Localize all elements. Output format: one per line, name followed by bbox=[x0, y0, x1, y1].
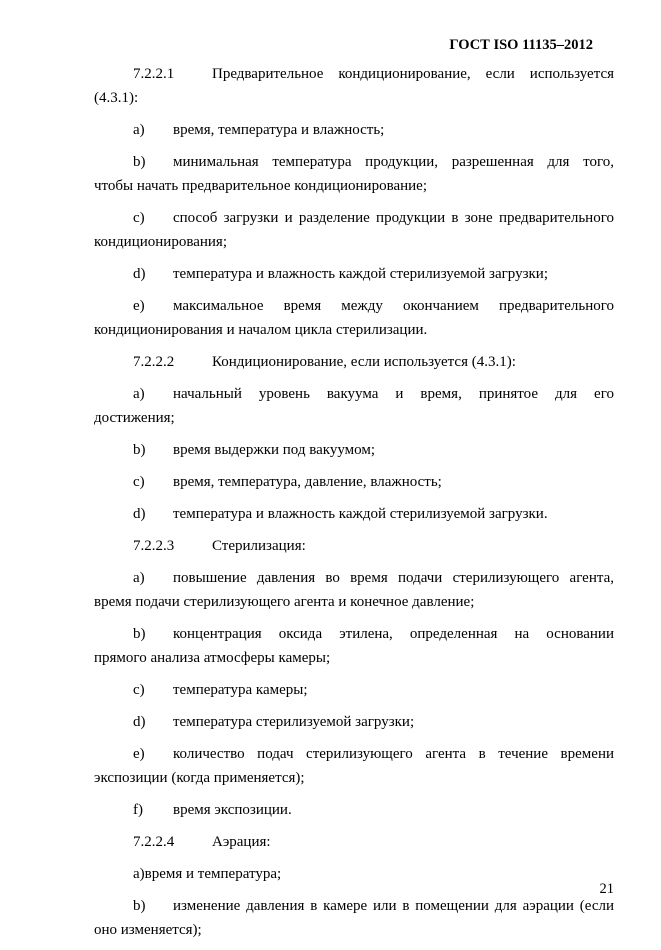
list-item-text: минимальная температура продукции, разрешенная для того, bbox=[173, 154, 614, 170]
list-item-line bbox=[94, 382, 614, 406]
list-item-text: время, температура, давление, влажность; bbox=[173, 474, 442, 490]
list-item bbox=[94, 566, 614, 614]
list-item-text: температура и влажность каждой стерилизуемой загрузки. bbox=[173, 506, 548, 522]
list-item-line bbox=[94, 206, 614, 230]
list-item-text: начальный уровень вакуума и время, принятое для его bbox=[173, 386, 614, 402]
list-item-line bbox=[94, 894, 614, 918]
section-number: 7.2.2.3 bbox=[133, 538, 175, 554]
section-text: Предварительное кондиционирование, если используется bbox=[212, 66, 614, 82]
section-number: 7.2.2.4 bbox=[133, 834, 175, 850]
list-item bbox=[94, 678, 614, 702]
page-number: 21 bbox=[599, 881, 614, 897]
list-item-line bbox=[94, 150, 614, 174]
list-item-line: достижения; bbox=[94, 410, 175, 426]
list-item-label: c) bbox=[133, 474, 145, 490]
standard-header: ГОСТ ISO 11135–2012 bbox=[449, 37, 593, 53]
list-item-line: чтобы начать предварительное кондиционирование; bbox=[94, 178, 427, 194]
list-item-text: время экспозиции. bbox=[173, 802, 292, 818]
list-item-label: d) bbox=[133, 714, 146, 730]
section-text-line bbox=[94, 62, 614, 86]
list-item bbox=[94, 438, 614, 462]
section-number: 7.2.2.2 bbox=[133, 354, 175, 370]
document-body bbox=[94, 62, 614, 950]
plain-paragraph bbox=[94, 862, 614, 886]
list-item-line bbox=[94, 566, 614, 590]
list-item-line: кондиционирования и началом цикла стерилизации. bbox=[94, 322, 428, 338]
list-item-line: время подачи стерилизующего агента и конечное давление; bbox=[94, 594, 475, 610]
list-item bbox=[94, 206, 614, 254]
list-item bbox=[94, 742, 614, 790]
list-item-text: время, температура и влажность; bbox=[173, 122, 385, 138]
list-item-line: экспозиции (когда применяется); bbox=[94, 770, 305, 786]
list-item-label: d) bbox=[133, 266, 146, 282]
list-item bbox=[94, 118, 614, 142]
section-text: Кондиционирование, если используется (4.3.1): bbox=[212, 354, 516, 370]
list-item-label: b) bbox=[133, 626, 146, 642]
list-item-text: количество подач стерилизующего агента в течение времени bbox=[173, 746, 614, 762]
list-item-text: изменение давления в камере или в помещении для аэрации (если bbox=[173, 898, 614, 914]
list-item-line bbox=[94, 622, 614, 646]
list-item-label: a) bbox=[133, 122, 145, 138]
list-item-text: способ загрузки и разделение продукции в зоне предварительного bbox=[173, 210, 614, 226]
list-item-label: c) bbox=[133, 210, 145, 226]
list-item-text: максимальное время между окончанием предварительного bbox=[173, 298, 614, 314]
list-item bbox=[94, 382, 614, 430]
list-item-label: e) bbox=[133, 298, 145, 314]
list-item-label: f) bbox=[133, 802, 143, 818]
section-paragraph bbox=[94, 350, 614, 374]
list-item-text: температура камеры; bbox=[173, 682, 308, 698]
section-text: Стерилизация: bbox=[212, 538, 306, 554]
list-item-label: a) bbox=[133, 570, 145, 586]
list-item-label: b) bbox=[133, 442, 146, 458]
list-item-line bbox=[94, 742, 614, 766]
section-paragraph bbox=[94, 830, 614, 854]
list-item-text: повышение давления во время подачи стерилизующего агента, bbox=[173, 570, 614, 586]
list-item-label: b) bbox=[133, 898, 146, 914]
list-item-text: время выдержки под вакуумом; bbox=[173, 442, 376, 458]
list-item bbox=[94, 798, 614, 822]
list-item-text: концентрация оксида этилена, определенная на основании bbox=[173, 626, 614, 642]
list-item-line: прямого анализа атмосферы камеры; bbox=[94, 650, 331, 666]
list-item bbox=[94, 150, 614, 198]
list-item-label: c) bbox=[133, 682, 145, 698]
section-text: Аэрация: bbox=[212, 834, 271, 850]
list-item bbox=[94, 502, 614, 526]
list-item bbox=[94, 894, 614, 942]
list-item-text: температура стерилизуемой загрузки; bbox=[173, 714, 415, 730]
section-number: 7.2.2.1 bbox=[133, 66, 175, 82]
list-item-label: e) bbox=[133, 746, 145, 762]
list-item-label: b) bbox=[133, 154, 146, 170]
section-text-line: (4.3.1): bbox=[94, 90, 139, 106]
plain-text: a)время и температура; bbox=[133, 866, 282, 882]
list-item bbox=[94, 294, 614, 342]
list-item bbox=[94, 262, 614, 286]
list-item bbox=[94, 470, 614, 494]
list-item bbox=[94, 710, 614, 734]
list-item-text: температура и влажность каждой стерилизуемой загрузки; bbox=[173, 266, 548, 282]
list-item-label: d) bbox=[133, 506, 146, 522]
list-item-label: a) bbox=[133, 386, 145, 402]
list-item-line: кондиционирования; bbox=[94, 234, 227, 250]
section-paragraph bbox=[94, 534, 614, 558]
section-paragraph bbox=[94, 62, 614, 110]
list-item-line bbox=[94, 294, 614, 318]
list-item-line: оно изменяется); bbox=[94, 922, 202, 938]
list-item bbox=[94, 622, 614, 670]
